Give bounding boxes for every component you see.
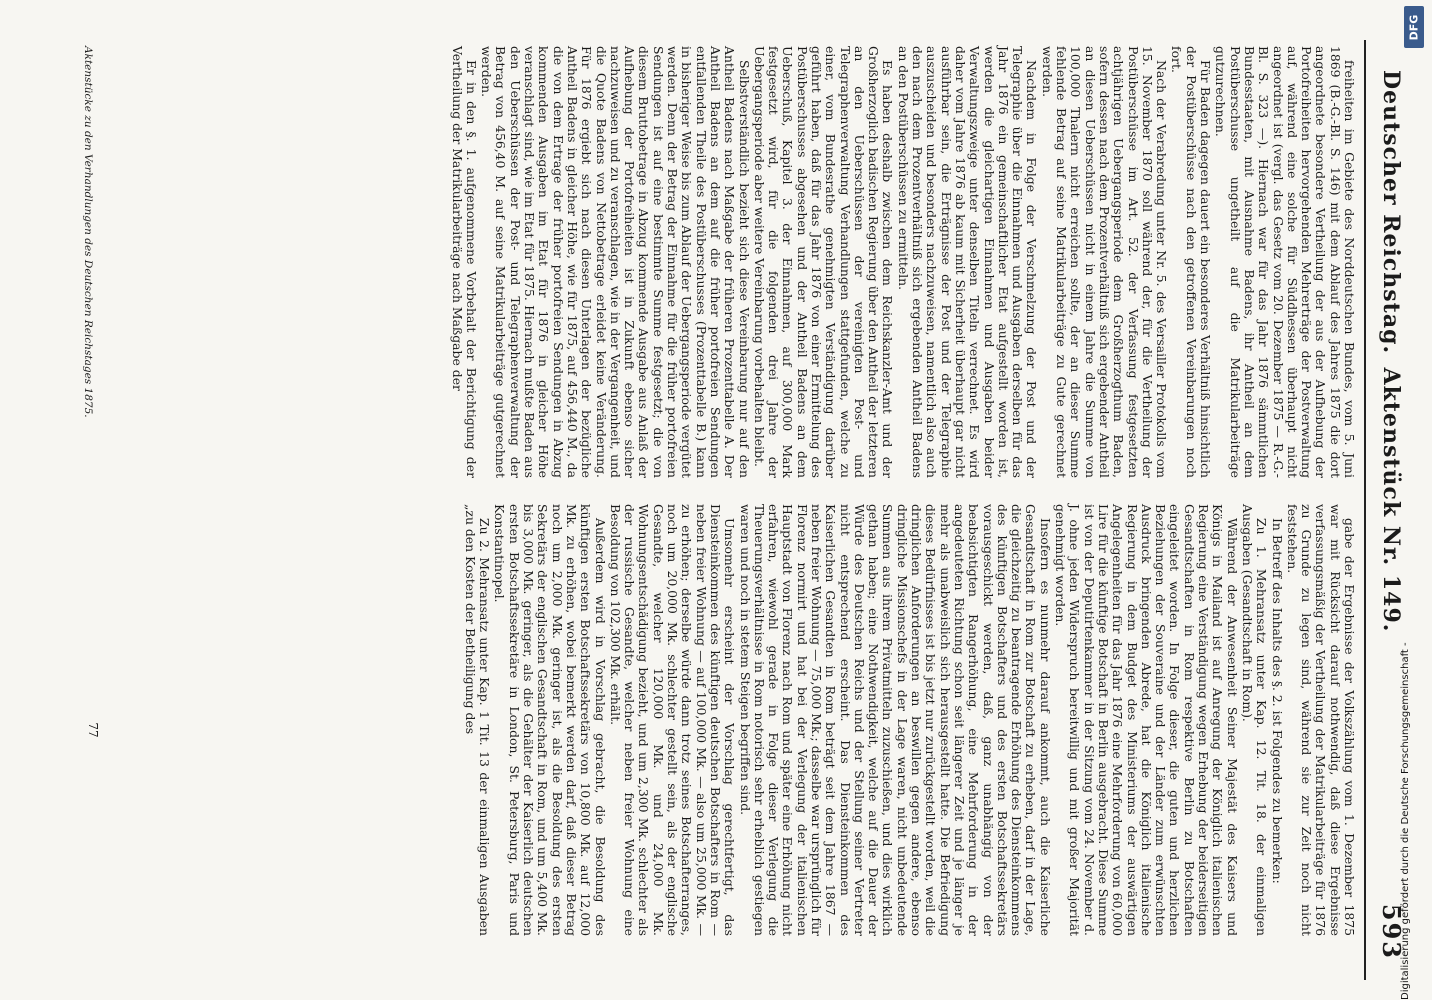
text-column-left xyxy=(448,46,1356,478)
paragraph: Während der Anwesenheit Seiner Majestät des Kaisers und Königs in Mailand ist auf Anregung der Königlich italienischen Regierung eine Verständigung wegen Erhebung der beiderseitigen Gesandtschaften in Rom respektive Berlin zu Botschaften eingeleitet worden. In Folge dieser, die guten und herzlichen Beziehungen der Souveraine und der Länder zum erwünschten Ausdruck bringenden Abrede, hat die Königlich italienische Regierung in dem Budget des Ministeriums der auswärtigen Angelegenheiten für das Jahr 1876 eine Mehrforderung von 60,000 Lire für die künftige Botschaft in Berlin ausgebracht. Diese Summe ist von der Deputirtenkammer in der Sitzung vom 24. November d. J. ohne jeden Widerspruch bereitwillig und mit großer Majorität genehmigt worden. xyxy=(1053,504,1240,936)
paragraph: gabe der Ergebnisse der Volkszählung vom 1. Dezember 1875 war mit Rücksicht darauf nothwendig, daß diese Ergebnisse verfassungsmäßig der Vertheilung der Matrikularbeiträge für 1876 zu Grunde zu legen sind, während sie zur Zeit noch nicht feststehen. xyxy=(1284,504,1357,936)
dfg-logo-text: DFG xyxy=(1407,14,1421,40)
paragraph: Insofern es nunmehr darauf ankommt, auch die Kaiserliche Gesandtschaft in Rom zur Botschaft zu erheben, darf in der Lage, die gleichzeitig zu beantragende Erhöhung des Diensteinkommens des künftigen Botschafters und des ersten Botschaftssekretärs vorausgeschickt werden, daß, ganz unabhängig von der beabsichtigten Rangerhöhung, eine Mehrforderung in der angedeuteten Richtung schon seit längerer Zeit und je länger je mehr als unabweislich sich herausgestellt hatte. Die Befriedigung dieses Bedürfnisses ist bis jetzt nur zurückgestellt worden, weil die dringlichen Anforderungen an beswillen gegen andere, ebenso dringliche Missionschefs in der Lage waren, nicht unbedeutende Summen aus ihrem Privatmitteln zuzuschießen, und dies wirklich gethan haben; eine Nothwendigkeit, welche auf die Dauer der Würde des Deutschen Reichs und der Stellung seiner Vertreter nicht entsprechend erscheint. Das Diensteinkommen des Kaiserlichen Gesandten in Rom beträgt seit dem Jahre 1867 — neben freier Wohnung — 75,000 Mk.; dasselbe war ursprünglich für Florenz normirt und hat bei der Verlegung der italienischen Hauptstadt von Florenz nach Rom und später eine Erhöhung nicht erfahren, wiewohl gerade in Folge dieser Verlegung die Theuerungsverhältnisse in Rom notorisch sehr erheblich gestiegen waren und noch in stetem Steigen begriffen sind. xyxy=(737,504,1053,936)
text-column-right xyxy=(462,504,1356,936)
page-number: 593 xyxy=(1377,903,1406,960)
dfg-logo xyxy=(1404,6,1424,48)
paragraph: Zu 2. Mehransatz unter Kap. 1 Tit. 13 der einmaligen Ausgaben „zu den Kosten der Betheiligung des xyxy=(462,504,493,936)
paragraph: freiheiten im Gebiete des Norddeutschen Bundes, vom 5. Juni 1869 (B.-G.-Bl. S. 146) mit dem Ablauf des Jahres 1875 die dort angeordnete besondere Vertheilung der aus der Aufhebung der Portofreiheiten hervorgehenden Mehrerträge der Postverwaltung auf, während eine solche für Süddhessen überhaupt nicht angeordnet ist (vergl. das Gesetz vom 20. Dezember 1875 — R.-G.-Bl. S. 323 —). Hiernach war für das Jahr 1876 sämmtlichen Bundesstaaten, mit Ausnahme Badens, ihr Antheil an dem Postüberschusse ungetheilt auf die Matrikularbeiträge gutzurechnen. xyxy=(1213,46,1357,478)
paragraph: Selbstverständlich bezieht sich diese Vereinbarung nur auf den Antheil Badens nach Maßgabe der früheren Prozenttabelle A. Der Antheil Badens an dem auf die früher portofreien Sendungen entfallenden Theile des Postüberschusses (Prozenttabelle B.) kann in bisheriger Weise bis zum Ablauf der Uebergangsperiode vergütet werden. Denn der Betrag der Einnahme für die früher portofreien Sendungen ist auf eine bestimmte Summe festgesetzt; die von diesem Bruttobetrage in Abzug kommende Ausgabe aus Anlaß der Aufhebung der Portofreiheiten ist in Zukunft ebenso sicher nachzuweisen und zu veranschlagen, wie in der Vergangenheit, und die Quote Badens von Nettobetrage erleidet keine Veränderung. Für 1876 ergiebt sich nach diesen Unterlagen der bezügliche Antheil Badens in gleicher Höhe, wie für 1875, auf 456,440 M., da die von dem Ertrage der früher portofreien Sendungen in Abzug kommenden Ausgaben im Etat für 1876 in gleicher Höhe veranschlagt sind, wie im Etat für 1875. Hiernach mußte Baden aus den Ueberschüssen der Post- und Telegraphenverwaltung der Betrag von 456,40 M. auf seine Matrikularbeiträge gutgerechnet werden. xyxy=(479,46,752,478)
paragraph: Es haben deshalb zwischen dem Reichskanzler-Amt und der Großherzoglich badischen Regierung über den Antheil der letzteren an den Ueberschüssen der vereinigten Post- und Telegraphenverwaltung Verhandlungen stattgefunden, welche zu einer, vom Bundesrathe genehmigten Verständigung darüber geführt haben, daß für das Jahr 1876 von einer Ermittelung des Postüberschusses abgesehen und der Antheil Badens an dem Ueberschuß, Kapitel 3. der Einnahmen, auf 300,000 Mark festgesetzt wird, für die folgenden drei Jahre der Uebergangsperiode aber weitere Vereinbarung vorbehalten bleibt. xyxy=(751,46,896,478)
paragraph: Umsomehr erscheint der Vorschlag gerechtfertigt, das Diensteinkommen des künftigen deutschen Botschafters in Rom — neben freier Wohnung — auf 100,000 Mk. — also um 25,000 Mk. — zu erhöhen; derselbe würde dann trotz seines Botschafterranges, noch um 20,000 Mk. schlechter gestellt sein, als der englische Gesandte, welcher 120,000 Mk. und 24,000 Mk. Wohnungsentschädigung bezieht, und um 2,300 Mk. schlechter als der russische Gesandte, welcher neben freier Wohnung eine Besoldung von 102,300 Mk. erhält. xyxy=(607,504,738,936)
paragraph: Er in den §. 1. aufgenommene Vorbehalt der Berichtigung der Vertheilung der Matrikularbeiträge nach Maßgabe der xyxy=(449,46,479,478)
paragraph: Nach der Verabredung unter Nr. 5. des Versailler Protokolls vom 15. November 1870 soll während der, für die Vertheilung der Postüberschüsse im Art. 52. der Verfassung festgesetzten achtjährigen Uebergangsperiode dem Großherzogthum Baden, sofern dessen nach dem Prozentverhältniß sich ergebender Antheil an diesen Ueberschüssen nicht in einem Jahre die Summe von 100,000 Thalern nicht erreichen sollte, der an dieser Summe fehlende Betrag auf seine Matrikularbeiträge zu Gute gerechnet werden. xyxy=(1039,46,1170,478)
document-number: Aktenstück Nr. 149. xyxy=(1378,367,1404,633)
paragraph: Nachdem in Folge der Verschmelzung der Post und der Telegraphie über die Einnahmen und Ausgaben derselben für das Jahr 1876 ein gemeinschaftlicher Etat aufgestellt worden ist, werden die gleichartigen Einnahmen und Ausgaben beider Verwaltungszweige unter denselben Titeln verrechnet. Es wird daher vom Jahre 1876 ab kaum mit Sicherheit überhaupt gar nicht ausführbar sein, die Erträgnisse der Post und der Telegraphie auszuscheiden und besonders nachzuweisen, namentlich also auch den nach dem Prozentverhältniß sich ergebenden Antheil Badens an den Postüberschüssen zu ermitteln. xyxy=(895,46,1040,478)
paragraph: Für Baden dagegen dauert ein besonderes Verhältniß hinsichtlich der Postüberschüsse nach den getroffenen Vereinbarungen noch fort. xyxy=(1169,46,1214,478)
paragraph: Außerdem wird in Vorschlag gebracht, die Besoldung des künftigen ersten Botschaftssekretärs von 10,800 Mk. auf 12,000 Mk. zu erhöhen, wobei bemerkt werden darf, daß dieser Betrag noch um 2,000 Mk. geringer ist, als die Besoldung des ersten Sekretärs der englischen Gesandtschaft in Rom, und um 5,400 Mk. bis 3,000 Mk. geringer, als die Gehälter der Kaiserlich deutschen ersten Botschaftssekretäre in London, St. Petersburg, Paris und Konstantinopel. xyxy=(492,504,608,936)
digitization-credit: Digitalisierung gefördert durch die Deutsche Forschungsgemeinschaft - xyxy=(1400,642,1411,1000)
paragraph: Zu 1. Mehransatz unter Kap. 12. Tit. 18. der einmaligen Ausgaben (Gesandtschaft in Rom). xyxy=(1239,504,1270,936)
sheet-number: 77 xyxy=(86,722,100,738)
running-head-left: Deutscher Reichstag. xyxy=(1378,70,1404,355)
header-rule xyxy=(1364,40,1366,980)
footnote-source: Aktenstücke zu den Verhandlungen des Deutschen Reichstages 1875. xyxy=(82,46,94,418)
paragraph: In Betreff des Inhalts des §. 2. ist Folgendes zu bemerken: xyxy=(1269,518,1285,884)
